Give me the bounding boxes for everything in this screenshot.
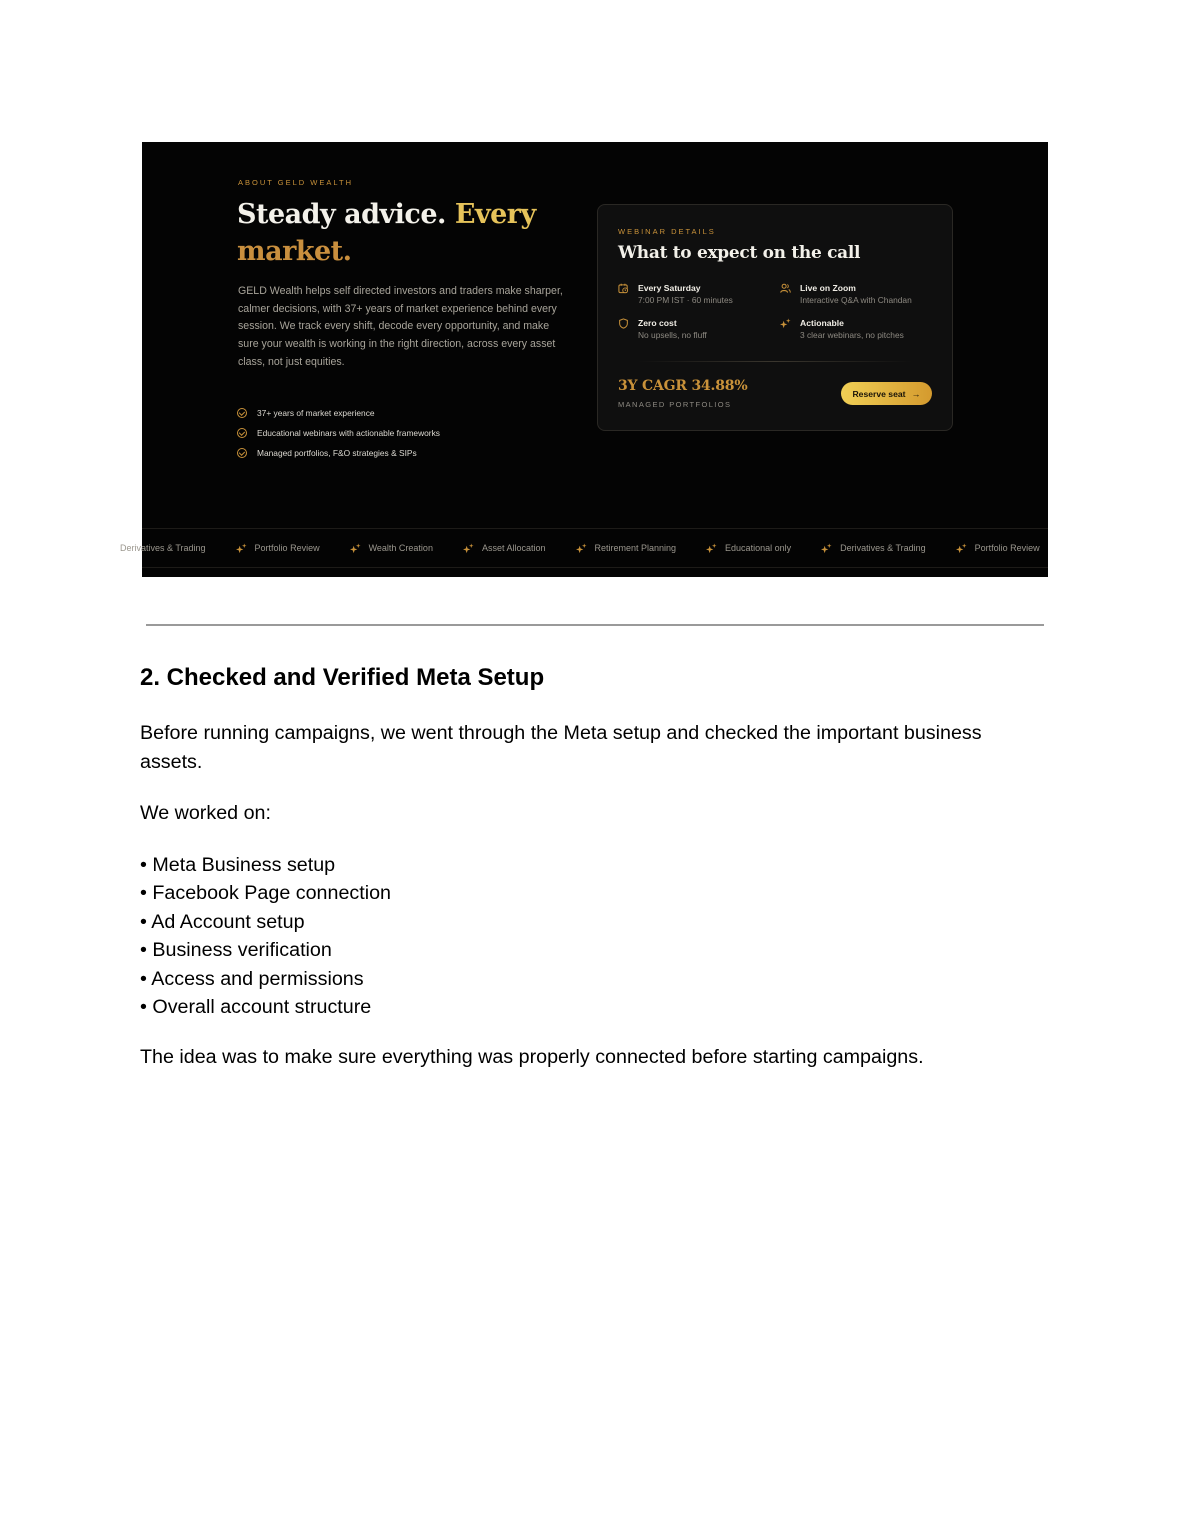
checklist-label: Managed portfolios, F&O strategies & SIPs	[257, 448, 417, 458]
sparkle-icon	[706, 543, 717, 554]
list-item: • Ad Account setup	[140, 908, 391, 936]
ticker-item	[706, 543, 791, 554]
users-icon	[780, 283, 791, 294]
ticker-item	[350, 543, 433, 554]
horizontal-rule	[146, 624, 1044, 626]
sparkle-icon	[236, 543, 247, 554]
reserve-seat-button[interactable]	[841, 382, 932, 405]
calendar-clock-icon	[618, 283, 629, 294]
ticker-track	[120, 529, 1070, 567]
ticker-label: Educational only	[725, 543, 792, 553]
ticker-label: Retirement Planning	[594, 543, 677, 553]
topic-ticker	[120, 528, 1048, 568]
reserve-seat-label: Reserve seat	[852, 388, 906, 399]
worked-on-label: We worked on:	[140, 802, 271, 824]
ticker-item	[463, 543, 546, 554]
feature-title: Every Saturday	[638, 283, 701, 293]
feature-subtitle: 7:00 PM IST · 60 minutes	[638, 295, 733, 305]
feature-title: Live on Zoom	[800, 283, 856, 293]
feature-title: Zero cost	[638, 318, 677, 328]
feature-cost	[618, 317, 707, 341]
ticker-label: Derivatives & Trading	[120, 543, 206, 553]
ticker-label: Wealth Creation	[368, 543, 433, 553]
shield-icon	[618, 318, 629, 329]
ticker-label: Asset Allocation	[481, 543, 546, 553]
cagr-stat: 3Y CAGR 34.88%	[618, 378, 748, 394]
list-item: • Meta Business setup	[140, 851, 391, 879]
section-title: 2. Checked and Verified Meta Setup	[140, 664, 545, 691]
feature-subtitle: 3 clear webinars, no pitches	[800, 330, 904, 340]
ticker-item	[236, 543, 320, 554]
ticker-item	[821, 543, 926, 554]
embedded-screenshot	[120, 142, 1048, 577]
list-item: • Access and permissions	[140, 965, 391, 993]
check-circle-icon	[237, 408, 247, 418]
headline-gold-2: market.	[237, 236, 352, 267]
checklist-label: Educational webinars with actionable frameworks	[257, 428, 440, 438]
sparkle-icon	[350, 543, 361, 554]
arrow-right-icon: →	[911, 388, 921, 399]
sparkle-icon	[956, 543, 967, 554]
webinar-card	[597, 204, 953, 431]
feature-schedule	[618, 282, 733, 306]
feature-actionable	[780, 317, 904, 341]
about-eyebrow: ABOUT GELD WEALTH	[238, 178, 353, 187]
closing-paragraph: The idea was to make sure everything was properly connected before starting campaigns.	[140, 1046, 924, 1068]
checklist-item	[237, 403, 440, 423]
feature-subtitle: No upsells, no fluff	[638, 330, 707, 340]
checklist-item	[237, 423, 440, 443]
sparkle-icon	[576, 543, 587, 554]
ticker-label: Portfolio Review	[974, 543, 1040, 553]
ticker-item	[120, 543, 206, 553]
sparkle-icon	[821, 543, 832, 554]
feature-subtitle: Interactive Q&A with Chandan	[800, 295, 912, 305]
card-title: What to expect on the call	[618, 243, 861, 263]
headline-white: Steady advice.	[237, 199, 446, 230]
cagr-caption: MANAGED PORTFOLIOS	[618, 400, 732, 409]
checklist-label: 37+ years of market experience	[257, 408, 375, 418]
ticker-item	[576, 543, 677, 554]
card-eyebrow: WEBINAR DETAILS	[618, 227, 716, 236]
feature-platform	[780, 282, 912, 306]
check-circle-icon	[237, 448, 247, 458]
ticker-label: Derivatives & Trading	[840, 543, 926, 553]
feature-title: Actionable	[800, 318, 844, 328]
task-list	[140, 851, 391, 1021]
list-item: • Overall account structure	[140, 993, 391, 1021]
sparkle-icon	[780, 318, 791, 329]
list-item: • Facebook Page connection	[140, 879, 391, 907]
about-body: GELD Wealth helps self directed investors and traders make sharper, calmer decisions, with 37+ years of market experience behind every session. We track every shift, decode every opportunity, and make sure your wealth is working in the right direction, across every asset class, not just equities.	[238, 285, 563, 368]
checklist-item	[237, 443, 440, 463]
list-item: • Business verification	[140, 936, 391, 964]
about-headline	[237, 196, 567, 270]
sparkle-icon	[463, 543, 474, 554]
check-circle-icon	[237, 428, 247, 438]
about-checklist	[237, 403, 440, 463]
card-divider	[638, 361, 912, 362]
ticker-label: Portfolio Review	[254, 543, 320, 553]
intro-paragraph: Before running campaigns, we went through the Meta setup and checked the important business assets.	[140, 722, 982, 773]
ticker-item	[956, 543, 1040, 554]
headline-gold-1: Every	[454, 199, 536, 230]
